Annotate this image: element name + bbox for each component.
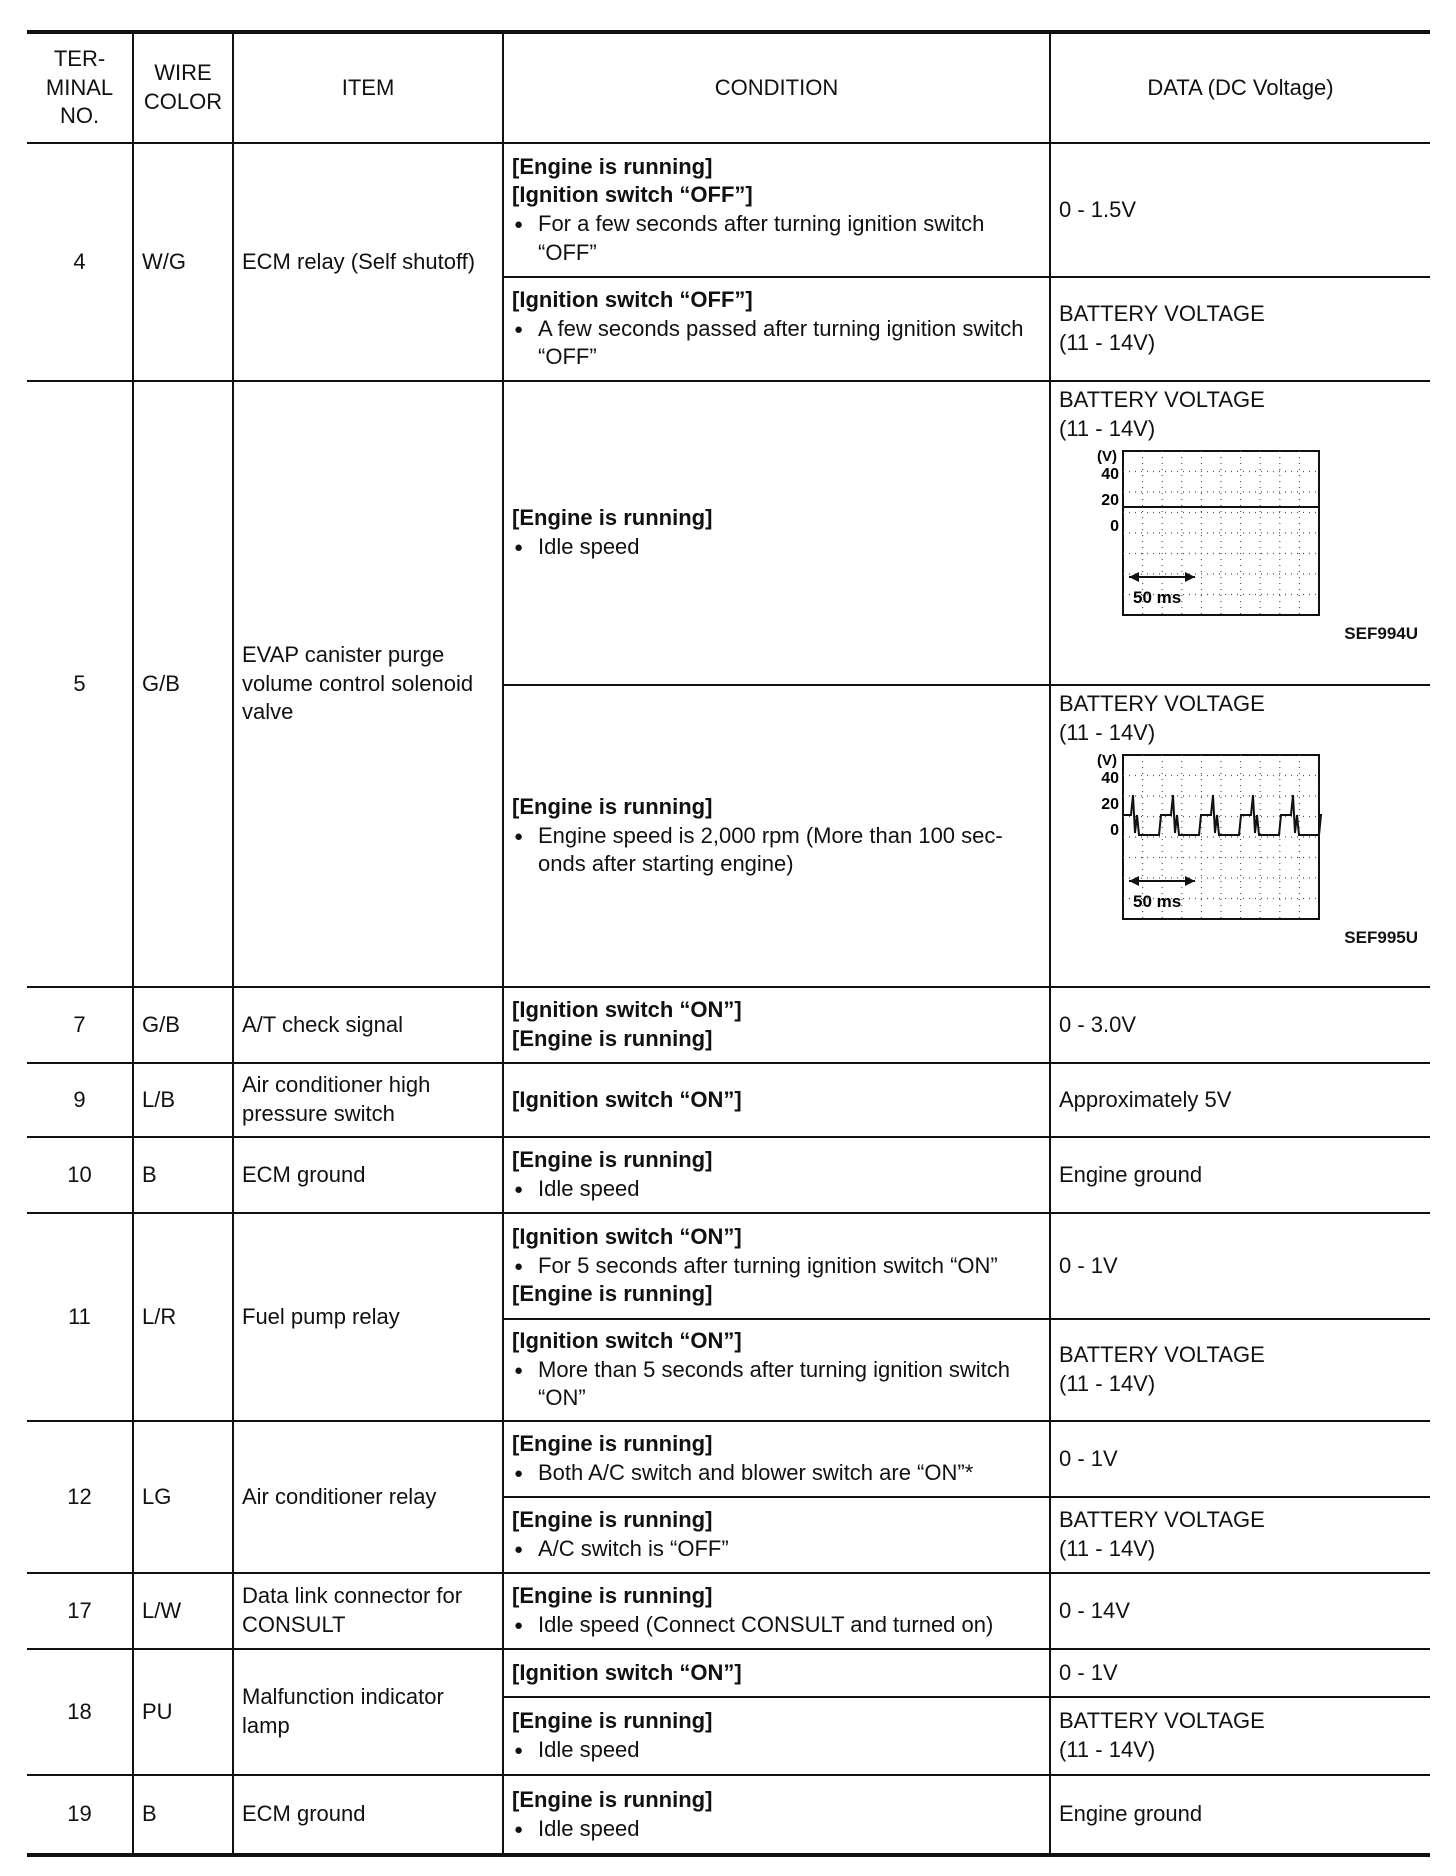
wire-color-cell: B: [133, 1137, 233, 1213]
condition-cell: [503, 381, 1050, 685]
data-value: 0 - 1V: [1059, 1659, 1118, 1685]
data-value: BATTERY VOLTAGE (11 - 14V): [1059, 1507, 1265, 1561]
condition-bullet: ● Idle speed (Connect CONSULT and turned on): [512, 1611, 1041, 1640]
condition-header: [Engine is running]: [512, 505, 713, 531]
data-value: BATTERY VOLTAGE (11 - 14V): [1059, 1708, 1265, 1762]
data-cell: [1050, 1697, 1430, 1775]
wire-color-cell: B: [133, 1775, 233, 1855]
condition-header: [Ignition switch “ON”]: [512, 1086, 742, 1112]
condition-header: [Ignition switch “OFF”]: [512, 287, 753, 313]
data-value: 0 - 1V: [1059, 1445, 1118, 1471]
condition-bullet: ● More than 5 seconds after turning ignition switch “ON”: [512, 1356, 1041, 1413]
terminal-data-table: [27, 30, 1430, 1857]
data-value: BATTERY VOLTAGE (11 - 14V): [1059, 1342, 1265, 1396]
condition-cell: [503, 1137, 1050, 1213]
terminal-no-cell: 19: [27, 1775, 133, 1855]
condition-cell: [503, 1319, 1050, 1421]
scope-unit-label: (V): [1097, 752, 1117, 770]
wire-color-cell: G/B: [133, 987, 233, 1063]
data-cell: [1050, 1497, 1430, 1573]
data-value: 0 - 14V: [1059, 1597, 1130, 1623]
data-cell: [1050, 277, 1430, 381]
condition-cell: [503, 1497, 1050, 1573]
condition-bullet: ● For a few seconds after turning ignition switch “OFF”: [512, 210, 1041, 267]
data-value: 0 - 1.5V: [1059, 196, 1137, 222]
terminal-no-cell: 7: [27, 987, 133, 1063]
scope-tick-label: 40: [1101, 466, 1119, 484]
oscilloscope-waveform: [1093, 751, 1323, 923]
condition-cell: [503, 1213, 1050, 1319]
figure-id: SEF995U: [1344, 928, 1418, 948]
wire-color-cell: L/W: [133, 1573, 233, 1649]
header-wire-color: WIRE COLOR: [133, 32, 233, 143]
condition-cell: [503, 1697, 1050, 1775]
data-cell: [1050, 1319, 1430, 1421]
condition-cell: [503, 1775, 1050, 1855]
header-terminal-no: TER- MINAL NO.: [27, 32, 133, 143]
condition-header: [Engine is running]: [512, 1147, 713, 1173]
terminal-no-cell: 18: [27, 1649, 133, 1775]
table-row: [27, 987, 1430, 1063]
item-cell: Fuel pump relay: [233, 1213, 503, 1421]
data-cell: [1050, 1775, 1430, 1855]
condition-bullet: ● Both A/C switch and blower switch are “ON”*: [512, 1459, 1041, 1488]
data-value: 0 - 1V: [1059, 1252, 1118, 1278]
terminal-no-cell: 11: [27, 1213, 133, 1421]
wire-color-cell: PU: [133, 1649, 233, 1775]
condition-bullet: ● A few seconds passed after turning ignition switch “OFF”: [512, 315, 1041, 372]
table-row: [27, 1063, 1430, 1137]
wire-color-cell: L/R: [133, 1213, 233, 1421]
data-cell: [1050, 1649, 1430, 1697]
condition-cell: [503, 1649, 1050, 1697]
data-value: BATTERY VOLTAGE (11 - 14V): [1059, 691, 1265, 745]
data-cell: [1050, 987, 1430, 1063]
condition-cell: [503, 1063, 1050, 1137]
table-row: [27, 143, 1430, 277]
table-body: [27, 143, 1430, 1855]
condition-bullet: ● Idle speed: [512, 1736, 1041, 1765]
condition-header: [Ignition switch “ON”]: [512, 1659, 742, 1685]
data-cell: [1050, 1573, 1430, 1649]
item-cell: A/T check signal: [233, 987, 503, 1063]
data-cell: [1050, 143, 1430, 277]
oscilloscope-waveform: [1093, 447, 1323, 619]
table-header-row: [27, 32, 1430, 143]
scope-timebase-label: 50 ms: [1133, 588, 1182, 608]
table-row: [27, 1137, 1430, 1213]
table-row: [27, 1775, 1430, 1855]
condition-header: [Ignition switch “ON”]: [512, 1328, 742, 1354]
scope-tick-label: 20: [1101, 492, 1119, 510]
terminal-no-cell: 5: [27, 381, 133, 987]
condition-bullet: ● For 5 seconds after turning ignition switch “ON”: [512, 1252, 1041, 1281]
header-item: ITEM: [233, 32, 503, 143]
condition-header: [Ignition switch “OFF”]: [512, 182, 753, 208]
table-row: [27, 1421, 1430, 1497]
item-cell: Air conditioner high pressure switch: [233, 1063, 503, 1137]
item-cell: Malfunction indicator lamp: [233, 1649, 503, 1775]
data-value: 0 - 3.0V: [1059, 1011, 1137, 1037]
condition-header: [Engine is running]: [512, 1281, 713, 1307]
condition-header: [Engine is running]: [512, 153, 713, 179]
table-row: [27, 1649, 1430, 1697]
condition-bullet: ● Idle speed: [512, 1175, 1041, 1204]
data-value: Engine ground: [1059, 1161, 1203, 1187]
wire-color-cell: G/B: [133, 381, 233, 987]
condition-cell: [503, 143, 1050, 277]
condition-header: [Engine is running]: [512, 1026, 713, 1051]
condition-bullet: ● A/C switch is “OFF”: [512, 1535, 1041, 1564]
table-row: [27, 1213, 1430, 1319]
item-cell: Air conditioner relay: [233, 1421, 503, 1573]
condition-header: [Engine is running]: [512, 794, 713, 820]
header-condition: CONDITION: [503, 32, 1050, 143]
scope-timebase-label: 50 ms: [1133, 892, 1182, 912]
data-value: Engine ground: [1059, 1801, 1203, 1827]
scope-tick-label: 0: [1110, 822, 1119, 840]
data-cell: [1050, 381, 1430, 685]
oscilloscope-figure: [1059, 447, 1422, 647]
wire-color-cell: W/G: [133, 143, 233, 381]
data-value: Approximately 5V: [1059, 1086, 1232, 1112]
terminal-no-cell: 4: [27, 143, 133, 381]
terminal-no-cell: 17: [27, 1573, 133, 1649]
condition-header: [Engine is running]: [512, 1708, 713, 1734]
terminal-no-cell: 10: [27, 1137, 133, 1213]
item-cell: ECM relay (Self shutoff): [233, 143, 503, 381]
condition-header: [Engine is running]: [512, 1786, 713, 1812]
condition-cell: [503, 1421, 1050, 1497]
terminal-no-cell: 12: [27, 1421, 133, 1573]
figure-id: SEF994U: [1344, 624, 1418, 644]
condition-header: [Engine is running]: [512, 1583, 713, 1609]
condition-header: [Ignition switch “ON”]: [512, 997, 742, 1023]
data-cell: [1050, 1421, 1430, 1497]
data-cell: [1050, 685, 1430, 987]
condition-cell: [503, 1573, 1050, 1649]
condition-cell: [503, 685, 1050, 987]
table-row: [27, 1573, 1430, 1649]
condition-header: [Engine is running]: [512, 1507, 713, 1533]
oscilloscope-figure: [1059, 751, 1422, 951]
data-cell: [1050, 1063, 1430, 1137]
condition-bullet: ● Idle speed: [512, 1815, 1041, 1844]
terminal-no-cell: 9: [27, 1063, 133, 1137]
item-cell: Data link connector for CONSULT: [233, 1573, 503, 1649]
scope-unit-label: (V): [1097, 448, 1117, 466]
scope-tick-label: 0: [1110, 518, 1119, 536]
data-value: BATTERY VOLTAGE (11 - 14V): [1059, 387, 1265, 441]
wire-color-cell: L/B: [133, 1063, 233, 1137]
data-cell: [1050, 1213, 1430, 1319]
table-row: [27, 381, 1430, 685]
scope-tick-label: 40: [1101, 770, 1119, 788]
item-cell: EVAP canister purge volume control solenoid valve: [233, 381, 503, 987]
item-cell: ECM ground: [233, 1775, 503, 1855]
condition-bullet: ● Idle speed: [512, 533, 1041, 562]
condition-header: [Ignition switch “ON”]: [512, 1224, 742, 1250]
condition-bullet: ● Engine speed is 2,000 rpm (More than 100 sec-onds after starting engine): [512, 822, 1041, 879]
data-cell: [1050, 1137, 1430, 1213]
wire-color-cell: LG: [133, 1421, 233, 1573]
condition-header: [Engine is running]: [512, 1431, 713, 1457]
data-value: BATTERY VOLTAGE (11 - 14V): [1059, 301, 1265, 355]
condition-cell: [503, 987, 1050, 1063]
item-cell: ECM ground: [233, 1137, 503, 1213]
scope-tick-label: 20: [1101, 796, 1119, 814]
condition-cell: [503, 277, 1050, 381]
header-data: DATA (DC Voltage): [1050, 32, 1430, 143]
